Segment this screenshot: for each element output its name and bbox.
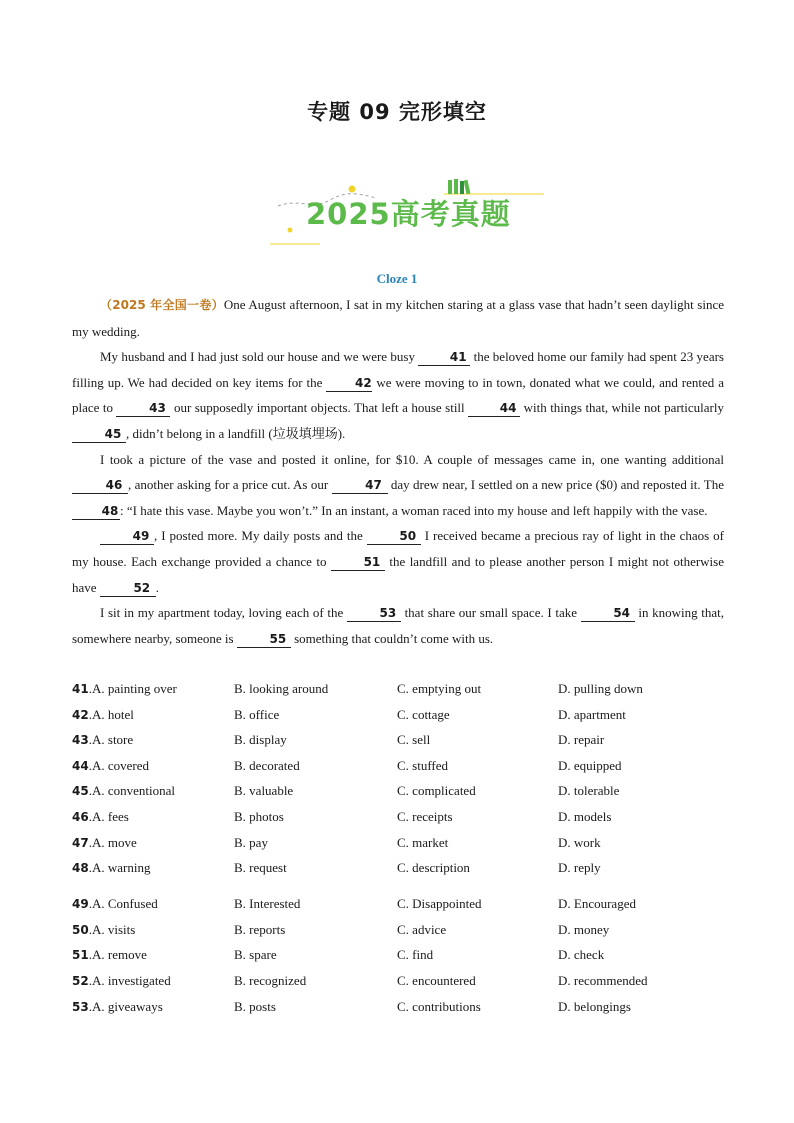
passage-text: I took a picture of the vase and posted it online, for $10. A couple of messages came in, one wanting additional xyxy=(100,451,724,467)
option-b: B. reports xyxy=(234,921,286,937)
option-d: D. repair xyxy=(558,732,605,748)
passage-text: I sit in my apartment today, loving each of the xyxy=(100,605,347,621)
source-tag: （2025 年全国一卷） xyxy=(100,298,224,312)
option-d: D. apartment xyxy=(558,706,626,722)
option-b: B. spare xyxy=(234,947,277,963)
question-row: 53. A. giveaways B. posts C. contributions D. belongings xyxy=(72,994,724,1020)
option-c: C. complicated xyxy=(397,783,476,799)
blank-46: 46 xyxy=(72,477,128,494)
paragraph-4 xyxy=(72,523,724,600)
passage-text: that share our small space. I take xyxy=(400,605,581,621)
option-c: C. find xyxy=(397,947,434,963)
option-d: D. models xyxy=(558,808,612,824)
passage-text: day drew near, I settled on a new price ($0) and reposted it. The xyxy=(387,477,724,493)
option-a: A. conventional xyxy=(92,783,176,799)
question-number: 49 xyxy=(72,897,89,912)
option-a: A. fees xyxy=(92,808,129,824)
question-number: 41 xyxy=(72,682,89,696)
question-number: 45 xyxy=(72,784,89,799)
option-c: C. market xyxy=(397,834,449,850)
option-c: C. sell xyxy=(397,732,431,748)
question-row: 41. A. painting over B. looking around C. emptying out D. pulling down xyxy=(72,676,724,702)
option-d: D. work xyxy=(558,834,601,850)
option-d: D. recommended xyxy=(558,972,648,988)
option-d: D. equipped xyxy=(558,757,622,773)
question-number: 52 xyxy=(72,973,89,988)
option-d: D. money xyxy=(558,921,610,937)
passage-text: with things that, while not particularly xyxy=(520,400,724,416)
question-row: 44. A. covered B. decorated C. stuffed D. equipped xyxy=(72,753,724,779)
cloze-passage xyxy=(72,292,724,651)
option-a: A. remove xyxy=(92,947,147,963)
blank-41: 41 xyxy=(418,349,470,366)
option-b: B. recognized xyxy=(234,972,307,988)
option-c: C. cottage xyxy=(397,706,450,722)
question-number: 50 xyxy=(72,922,89,937)
option-c: C. stuffed xyxy=(397,757,449,773)
option-d: D. belongings xyxy=(558,998,631,1014)
blank-45: 45 xyxy=(72,426,126,443)
question-row: 47. A. move B. pay C. market D. work xyxy=(72,830,724,856)
question-number: 47 xyxy=(72,835,89,850)
question-row: 45. A. conventional B. valuable C. complicated D. tolerable xyxy=(72,778,724,804)
blank-51: 51 xyxy=(331,554,385,571)
passage-text: My husband and I had just sold our house and we were busy xyxy=(100,349,419,365)
option-b: B. office xyxy=(234,706,280,722)
passage-text: our supposedly important objects. That left a house still xyxy=(170,400,469,416)
blank-53: 53 xyxy=(347,605,401,622)
option-b: B. posts xyxy=(234,998,276,1014)
option-b: B. photos xyxy=(234,808,284,824)
option-a: A. investigated xyxy=(92,972,171,988)
question-number: 44 xyxy=(72,758,89,773)
question-row: 50. A. visits B. reports C. advice D. money xyxy=(72,917,724,943)
option-a: A. hotel xyxy=(92,706,134,722)
option-d: D. check xyxy=(558,947,605,963)
question-row: 49. A. Confused B. Interested C. Disappointed D. Encouraged xyxy=(72,891,724,917)
passage-text: , didn’t belong in a landfill (垃圾填埋场). xyxy=(126,425,346,441)
exam-banner xyxy=(268,176,548,252)
passage-text: , I posted more. My daily posts and the xyxy=(154,528,367,544)
passage-text: the landfill and to please another person I might not otherwise have xyxy=(72,553,724,595)
option-b: B. pay xyxy=(234,834,268,850)
question-number: 43 xyxy=(72,733,89,748)
passage-text: in knowing that, somewhere nearby, someone is xyxy=(72,605,724,646)
question-row: 48. A. warning B. request C. description D. reply xyxy=(72,855,724,891)
option-c: C. encountered xyxy=(397,972,476,988)
blank-48: 48 xyxy=(72,503,120,520)
question-row: 42. A. hotel B. office C. cottage D. apartment xyxy=(72,702,724,728)
option-d: D. pulling down xyxy=(558,681,643,696)
option-a: A. Confused xyxy=(92,896,158,912)
option-b: B. request xyxy=(234,860,287,876)
blank-55: 55 xyxy=(237,631,291,648)
passage-text: I received became a precious ray of light in the chaos of my house. Each exchange provided a chance to xyxy=(72,528,724,569)
passage-text: the beloved home our family had spent 23 years filling up. We had decided on key items for the xyxy=(72,349,724,390)
paragraph-2 xyxy=(72,344,724,446)
option-c: C. receipts xyxy=(397,808,453,824)
option-c: C. description xyxy=(397,860,470,876)
option-d: D. Encouraged xyxy=(558,896,636,912)
blank-49: 49 xyxy=(100,528,154,545)
passage-text: we were moving to in town, donated what we could, and rented a place to xyxy=(72,374,724,416)
blank-52: 52 xyxy=(100,580,156,597)
blank-42: 42 xyxy=(326,375,372,392)
option-d: D. reply xyxy=(558,860,601,876)
option-a: A. store xyxy=(92,732,134,748)
option-a: A. move xyxy=(92,834,137,850)
option-a: A. covered xyxy=(92,757,150,773)
question-row: 52. A. investigated B. recognized C. encountered D. recommended xyxy=(72,968,724,994)
passage-text: One August afternoon, I sat in my kitchen staring at a glass vase that hadn’t seen daylight since my wedding. xyxy=(72,297,724,339)
question-row: 46. A. fees B. photos C. receipts D. models xyxy=(72,804,724,830)
option-b: B. display xyxy=(234,732,287,748)
option-d: D. tolerable xyxy=(558,783,620,799)
option-b: B. valuable xyxy=(234,783,294,799)
option-b: B. looking around xyxy=(234,681,329,696)
passage-text: something that couldn’t come with us. xyxy=(290,630,494,646)
option-a: A. painting over xyxy=(92,681,177,696)
question-number: 46 xyxy=(72,809,89,824)
option-b: B. decorated xyxy=(234,757,300,773)
blank-54: 54 xyxy=(581,605,635,622)
passage-text: : “I hate this vase. Maybe you won’t.” In an instant, a woman raced into my house and left happily with the vase. xyxy=(120,502,708,518)
paragraph-3 xyxy=(72,447,724,524)
option-b: B. Interested xyxy=(234,896,301,912)
blank-44: 44 xyxy=(468,400,520,417)
option-c: C. emptying out xyxy=(397,681,482,696)
blank-43: 43 xyxy=(116,400,170,417)
option-c: C. Disappointed xyxy=(397,896,482,912)
question-options xyxy=(72,676,724,1019)
paragraph-5 xyxy=(72,600,724,651)
question-number: 51 xyxy=(72,948,89,963)
question-row: 43. A. store B. display C. sell D. repair xyxy=(72,727,724,753)
question-number: 48 xyxy=(72,861,89,876)
option-a: A. visits xyxy=(92,921,136,937)
passage-text: . xyxy=(155,579,160,595)
option-c: C. advice xyxy=(397,921,447,937)
blank-47: 47 xyxy=(332,477,388,494)
option-c: C. contributions xyxy=(397,998,481,1014)
question-number: 42 xyxy=(72,707,89,722)
passage-text: , another asking for a price cut. As our xyxy=(128,477,332,493)
blank-50: 50 xyxy=(367,528,421,545)
paragraph-1 xyxy=(72,292,724,344)
document-title: 专题 09 完形填空 xyxy=(307,100,487,124)
option-a: A. warning xyxy=(92,860,151,876)
question-number: 53 xyxy=(72,999,89,1014)
cloze-heading: Cloze 1 xyxy=(376,271,418,286)
question-row: 51. A. remove B. spare C. find D. check xyxy=(72,942,724,968)
option-a: A. giveaways xyxy=(92,998,163,1014)
banner-title: 2025高考真题 xyxy=(306,197,511,231)
